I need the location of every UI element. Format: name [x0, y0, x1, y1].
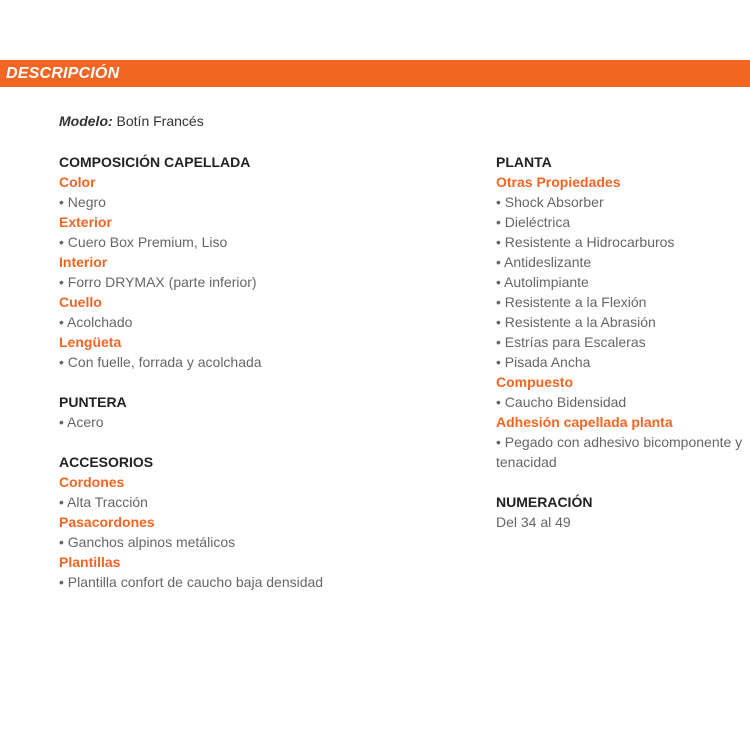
plantillas-label: Plantillas	[59, 554, 121, 570]
exterior-label: Exterior	[59, 214, 112, 230]
numeracion-value: Del 34 al 49	[496, 514, 571, 530]
list-item: • Resistente a la Flexión	[496, 294, 647, 310]
model-value: Botín Francés	[116, 113, 204, 129]
plantillas-item: • Plantilla confort de caucho baja densidad	[59, 574, 324, 590]
list-item: • Resistente a Hidrocarburos	[496, 234, 675, 250]
composicion-heading: COMPOSICIÓN CAPELLADA	[59, 154, 251, 170]
left-column	[59, 152, 479, 592]
list-item: • Antideslizante	[496, 254, 592, 270]
puntera-heading: PUNTERA	[59, 394, 127, 410]
pasacordones-item: • Ganchos alpinos metálicos	[59, 534, 236, 550]
spacer	[59, 432, 479, 452]
list-item: • Estrías para Escaleras	[496, 334, 646, 350]
cuello-label: Cuello	[59, 294, 102, 310]
section-title: DESCRIPCIÓN	[6, 65, 120, 82]
pasacordones-label: Pasacordones	[59, 514, 155, 530]
lengueta-item: • Con fuelle, forrada y acolchada	[59, 354, 262, 370]
color-item: • Negro	[59, 194, 106, 210]
otras-propiedades-label: Otras Propiedades	[496, 174, 621, 190]
adhesion-label: Adhesión capellada planta	[496, 414, 673, 430]
cordones-item: • Alta Tracción	[59, 494, 148, 510]
interior-label: Interior	[59, 254, 108, 270]
model-label: Modelo:	[59, 113, 113, 129]
exterior-item: • Cuero Box Premium, Liso	[59, 234, 228, 250]
cordones-label: Cordones	[59, 474, 125, 490]
numeracion-heading: NUMERACIÓN	[496, 494, 593, 510]
list-item: • Pisada Ancha	[496, 354, 591, 370]
interior-item: • Forro DRYMAX (parte inferior)	[59, 274, 257, 290]
list-item: • Shock Absorber	[496, 194, 604, 210]
planta-heading: PLANTA	[496, 154, 552, 170]
cuello-item: • Acolchado	[59, 314, 133, 330]
description-banner	[0, 60, 750, 87]
right-column	[496, 152, 750, 532]
spacer	[59, 372, 479, 392]
spacer	[496, 472, 750, 492]
adhesion-item: • Pegado con adhesivo bicomponente y tenacidad	[496, 434, 743, 470]
compuesto-item: • Caucho Bidensidad	[496, 394, 627, 410]
puntera-item: • Acero	[59, 414, 104, 430]
model-line	[59, 113, 204, 129]
compuesto-label: Compuesto	[496, 374, 573, 390]
list-item: • Autolimpiante	[496, 274, 589, 290]
color-label: Color	[59, 174, 96, 190]
accesorios-heading: ACCESORIOS	[59, 454, 154, 470]
list-item: • Dieléctrica	[496, 214, 571, 230]
list-item: • Resistente a la Abrasión	[496, 314, 656, 330]
lengueta-label: Lengüeta	[59, 334, 122, 350]
